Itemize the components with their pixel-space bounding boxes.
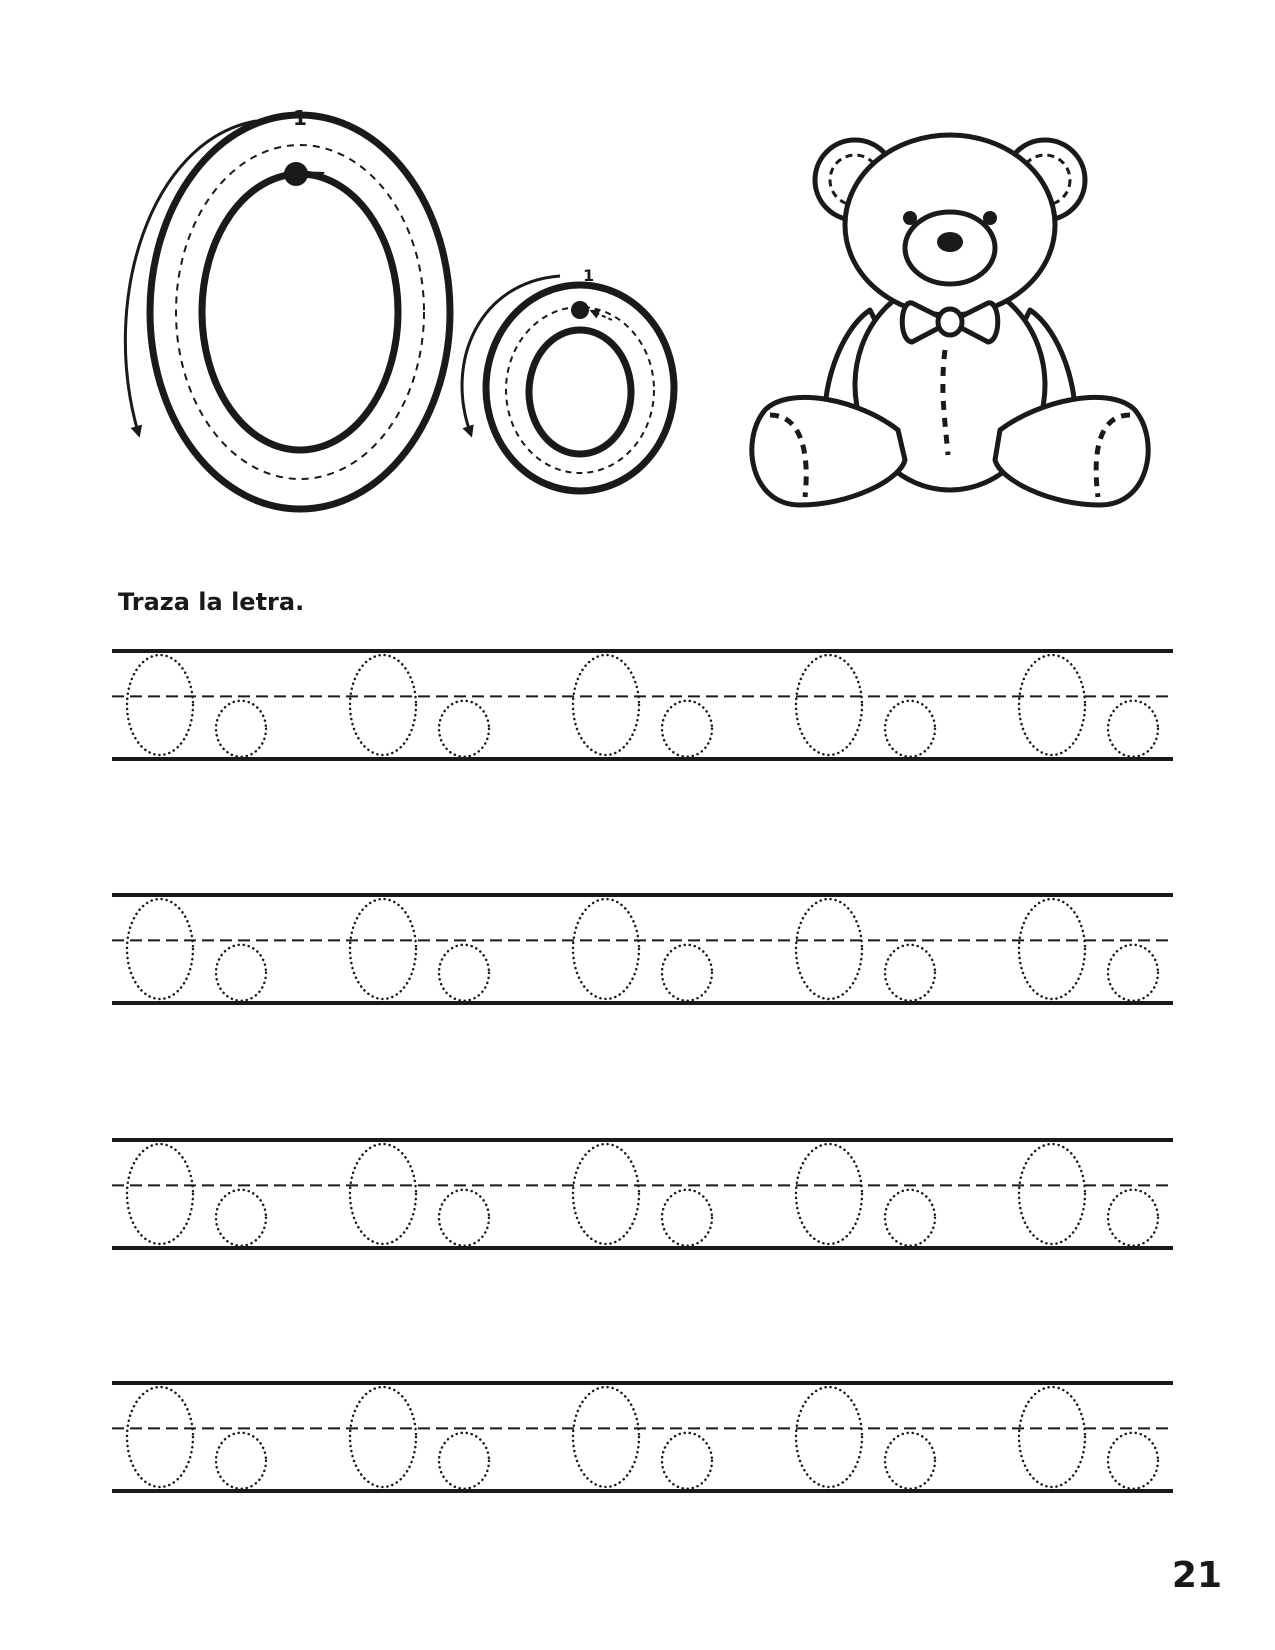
uppercase-o-model <box>125 106 450 509</box>
trace-uppercase-o <box>1019 1144 1085 1244</box>
lowercase-o-model <box>462 266 674 491</box>
trace-lowercase-o <box>1108 1190 1158 1246</box>
trace-uppercase-o <box>1019 899 1085 999</box>
trace-uppercase-o <box>127 1387 193 1487</box>
trace-lowercase-o <box>1108 701 1158 757</box>
trace-uppercase-o <box>1019 655 1085 755</box>
trace-uppercase-o <box>350 899 416 999</box>
trace-uppercase-o <box>573 655 639 755</box>
lowercase-stroke-number: 1 <box>583 266 595 285</box>
trace-lowercase-o <box>1108 945 1158 1001</box>
practice-row <box>112 1383 1173 1491</box>
trace-uppercase-o <box>796 1387 862 1487</box>
trace-uppercase-o <box>573 1144 639 1244</box>
trace-lowercase-o <box>885 1190 935 1246</box>
instruction-text: Traza la letra. <box>118 588 305 616</box>
trace-uppercase-o <box>350 1144 416 1244</box>
trace-uppercase-o <box>796 1144 862 1244</box>
trace-lowercase-o <box>885 945 935 1001</box>
practice-row <box>112 651 1173 759</box>
trace-lowercase-o <box>439 1433 489 1489</box>
trace-uppercase-o <box>1019 1387 1085 1487</box>
trace-uppercase-o <box>127 655 193 755</box>
trace-uppercase-o <box>127 1144 193 1244</box>
trace-lowercase-o <box>885 701 935 757</box>
trace-uppercase-o <box>127 899 193 999</box>
trace-lowercase-o <box>216 945 266 1001</box>
trace-lowercase-o <box>1108 1433 1158 1489</box>
trace-lowercase-o <box>216 1190 266 1246</box>
trace-lowercase-o <box>216 1433 266 1489</box>
page-number: 21 <box>1171 1555 1222 1596</box>
trace-lowercase-o <box>216 701 266 757</box>
uppercase-start-dot <box>284 162 308 186</box>
trace-lowercase-o <box>662 1433 712 1489</box>
trace-lowercase-o <box>662 1190 712 1246</box>
trace-uppercase-o <box>573 899 639 999</box>
trace-uppercase-o <box>796 899 862 999</box>
practice-row <box>112 895 1173 1003</box>
practice-area <box>112 651 1173 1491</box>
lowercase-start-dot <box>571 301 589 319</box>
practice-row <box>112 1140 1173 1248</box>
trace-lowercase-o <box>885 1433 935 1489</box>
trace-uppercase-o <box>573 1387 639 1487</box>
uppercase-stroke-number: 1 <box>293 106 307 130</box>
trace-lowercase-o <box>439 701 489 757</box>
trace-lowercase-o <box>662 701 712 757</box>
trace-uppercase-o <box>796 655 862 755</box>
trace-uppercase-o <box>350 1387 416 1487</box>
teddy-bear-icon <box>752 135 1148 505</box>
trace-uppercase-o <box>350 655 416 755</box>
trace-lowercase-o <box>439 1190 489 1246</box>
trace-lowercase-o <box>662 945 712 1001</box>
trace-lowercase-o <box>439 945 489 1001</box>
